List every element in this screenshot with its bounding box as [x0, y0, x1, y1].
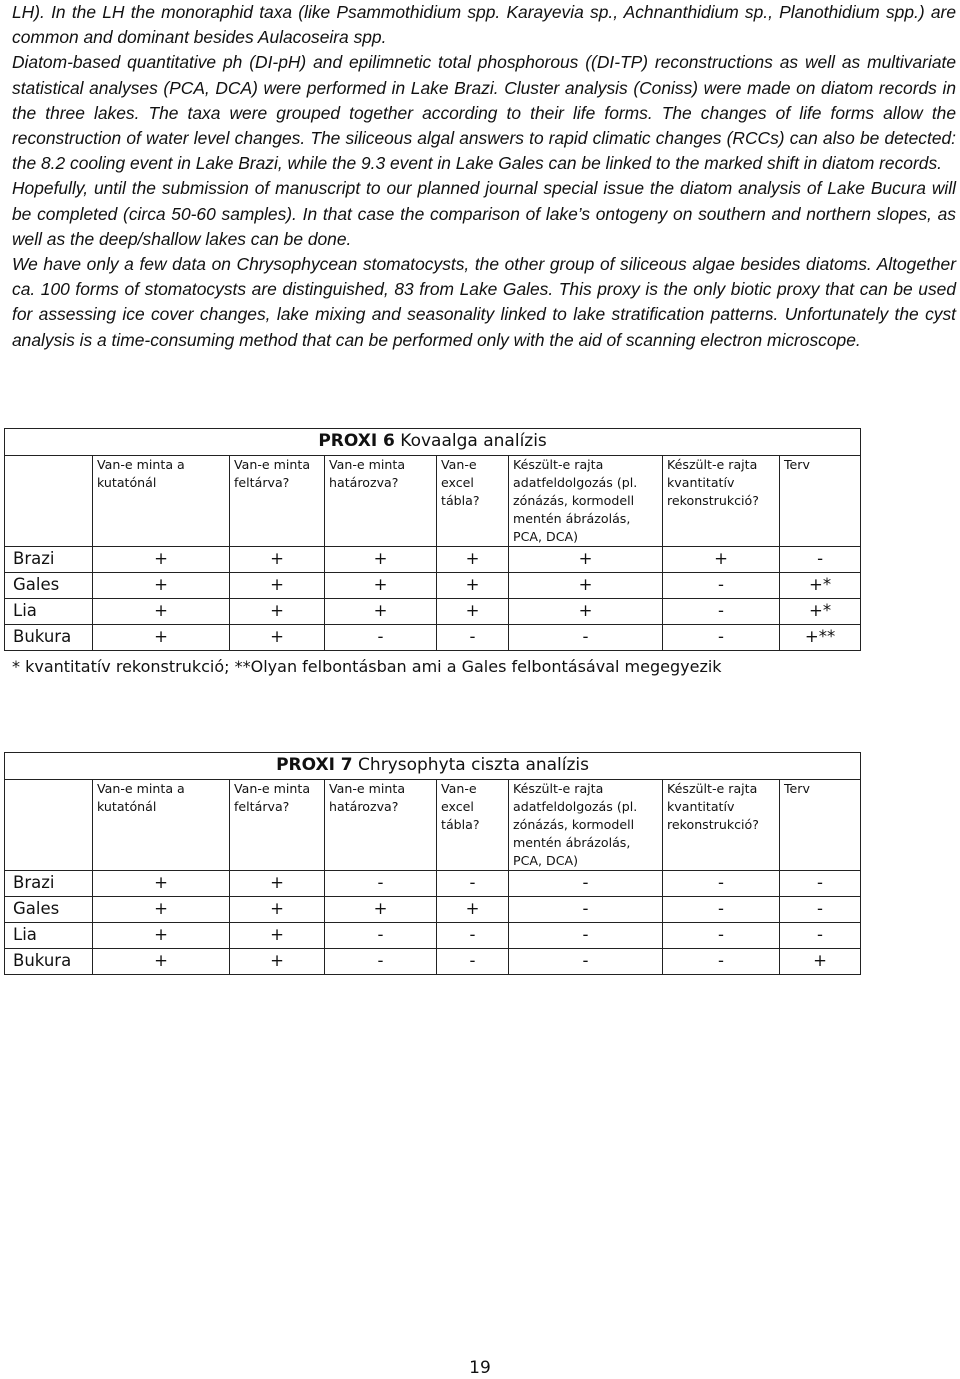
table-cell: +: [230, 897, 325, 923]
table-footnote: * kvantitatív rekonstrukció; **Olyan felbontásban ami a Gales felbontásával megegyezik: [12, 657, 722, 676]
table-cell: +: [325, 897, 437, 923]
table-cell: +: [93, 625, 230, 651]
header-text: Terv: [784, 781, 810, 796]
body-text: [12, 0, 956, 353]
table-cell: +: [325, 547, 437, 573]
table-caption-row: [5, 429, 861, 456]
table-caption: [5, 753, 861, 780]
row-label: Bukura: [5, 625, 93, 651]
table-row: [5, 625, 861, 651]
proxi-label: PROXI 7: [276, 755, 353, 775]
row-label: Brazi: [5, 547, 93, 573]
header-empty: [5, 456, 93, 547]
table-cell: +*: [780, 573, 861, 599]
table-caption: [5, 429, 861, 456]
header-cell: [93, 780, 230, 871]
table-cell: +*: [780, 599, 861, 625]
table-row: [5, 949, 861, 975]
header-cell: [509, 456, 663, 547]
text-line: Diatom-based quantitative ph (DI-pH) and epilimnetic total phosphorous ((DI-TP) reconstructions as well as multivariate statistical analyses (PCA, DCA) were performed in Lake Brazi. Cluster analysis (Coniss) were made on diatom records in the three lakes. The taxa were grouped together according to their life forms. The changes of life forms allow the reconstruction of water level changes. The siliceous algal answers to rapid climatic changes (RCCs) can also be detected: the 8.2 cooling event in Lake Brazi, while the 9.3 event in Lake Gales can be linked to the marked shift in diatom records.: [12, 52, 956, 174]
header-text: Készült-e rajta adatfeldolgozás (pl. zónázás, kormodell mentén ábrázolás, PCA, DCA): [513, 781, 638, 868]
table-cell: -: [780, 897, 861, 923]
table-cell: +: [663, 547, 780, 573]
table-cell: +: [93, 547, 230, 573]
table-cell: +: [230, 547, 325, 573]
paragraph-life-forms: [12, 0, 956, 50]
header-text: Van-e excel tábla?: [441, 781, 480, 832]
header-text: Van-e minta feltárva?: [234, 781, 311, 814]
header-cell: [230, 780, 325, 871]
table-cell: -: [509, 871, 663, 897]
table-cell: -: [325, 625, 437, 651]
table-cell: -: [780, 923, 861, 949]
table-cell: +: [437, 547, 509, 573]
table-cell: -: [663, 897, 780, 923]
row-label: Brazi: [5, 871, 93, 897]
proxi-7-table: [4, 752, 861, 975]
table-cell: -: [437, 949, 509, 975]
header-empty: [5, 780, 93, 871]
table-row: [5, 599, 861, 625]
header-cell: [93, 456, 230, 547]
text-line: Hopefully, until the submission of manuscript to our planned journal special issue the diatom analysis of Lake Bucura will be completed (circa 50-60 samples).: [12, 178, 956, 224]
header-cell: [230, 456, 325, 547]
header-text: Van-e minta határozva?: [329, 781, 406, 814]
text-line: LH). In the LH the monoraphid taxa (like Psammothidium spp. Karayevia sp., Achnanthidium sp., Planothidium spp.) are common and dominant besides Aulacoseira spp.: [12, 2, 956, 48]
header-text: Van-e minta a kutatónál: [97, 781, 185, 814]
table-cell: +**: [780, 625, 861, 651]
table-row: [5, 871, 861, 897]
table-row: [5, 547, 861, 573]
table-row: [5, 573, 861, 599]
header-row: [5, 456, 861, 547]
row-label: Bukura: [5, 949, 93, 975]
row-label: Lia: [5, 599, 93, 625]
table-cell: +: [230, 599, 325, 625]
table-cell: +: [93, 923, 230, 949]
row-label: Lia: [5, 923, 93, 949]
text-line: In that case the comparison of lake’s ontogeny on southern and northern slopes, as well as the deep/shallow lakes can be done.: [12, 203, 956, 249]
table-cell: +: [93, 599, 230, 625]
table-caption-row: [5, 753, 861, 780]
table-row: [5, 897, 861, 923]
header-cell: [437, 456, 509, 547]
table-cell: -: [663, 599, 780, 625]
table-cell: +: [230, 625, 325, 651]
table-row: [5, 923, 861, 949]
table-cell: -: [325, 949, 437, 975]
header-cell: [663, 456, 780, 547]
header-cell: [437, 780, 509, 871]
header-text: Van-e minta a kutatónál: [97, 457, 185, 490]
table-cell: +: [325, 573, 437, 599]
table-cell: -: [509, 625, 663, 651]
table-cell: +: [230, 923, 325, 949]
header-text: Készült-e rajta kvantitatív rekonstrukció?: [667, 457, 759, 508]
table-cell: -: [663, 923, 780, 949]
table-cell: +: [509, 547, 663, 573]
table-cell: -: [663, 871, 780, 897]
table-cell: +: [230, 573, 325, 599]
table-cell: +: [437, 573, 509, 599]
proxi-6-table: [4, 428, 861, 651]
proxi-label: PROXI 6: [318, 431, 395, 451]
proxi-title: Kovaalga analízis: [400, 431, 547, 451]
header-cell: [663, 780, 780, 871]
text-line: We have only a few data on Chrysophycean stomatocysts, the other group of siliceous algae besides diatoms. Altogether ca. 100 forms of stomatocysts are distinguished, 83 from Lake Gales. This proxy is the only biotic proxy that can be used for assessing ice cover changes, lake mixing and seasonality linked to lake stratification patterns. Unfortunately the cyst analysis is a time-consuming method that can be performed only with the aid of scanning electron microscope.: [12, 254, 956, 350]
table-cell: -: [780, 871, 861, 897]
header-text: Készült-e rajta adatfeldolgozás (pl. zónázás, kormodell mentén ábrázolás, PCA, DCA): [513, 457, 638, 544]
header-cell: [325, 780, 437, 871]
row-label: Gales: [5, 573, 93, 599]
table-cell: -: [325, 871, 437, 897]
paragraph-reconstructions: [12, 50, 956, 176]
table-cell: +: [230, 871, 325, 897]
table-cell: +: [780, 949, 861, 975]
header-cell: [780, 456, 861, 547]
header-cell: [509, 780, 663, 871]
table-cell: -: [509, 923, 663, 949]
table-cell: -: [663, 573, 780, 599]
table-cell: -: [663, 625, 780, 651]
table-cell: +: [93, 949, 230, 975]
paragraph-bucura: [12, 176, 956, 252]
table-cell: -: [437, 923, 509, 949]
header-cell: [325, 456, 437, 547]
paragraph-stomatocysts: [12, 252, 956, 353]
proxi-title: Chrysophyta ciszta analízis: [358, 755, 590, 775]
header-text: Van-e minta határozva?: [329, 457, 406, 490]
table-cell: +: [509, 573, 663, 599]
header-text: Készült-e rajta kvantitatív rekonstrukció?: [667, 781, 759, 832]
table-cell: -: [325, 923, 437, 949]
table-cell: +: [93, 871, 230, 897]
table-cell: +: [93, 573, 230, 599]
header-cell: [780, 780, 861, 871]
table-cell: -: [509, 949, 663, 975]
header-text: Van-e minta feltárva?: [234, 457, 311, 490]
table-cell: -: [509, 897, 663, 923]
table-cell: -: [437, 625, 509, 651]
table-cell: -: [437, 871, 509, 897]
header-row: [5, 780, 861, 871]
header-text: Van-e excel tábla?: [441, 457, 480, 508]
table-cell: -: [663, 949, 780, 975]
table-cell: +: [437, 599, 509, 625]
page-number: 19: [469, 1358, 491, 1378]
header-text: Terv: [784, 457, 810, 472]
table-cell: +: [230, 949, 325, 975]
table-cell: +: [93, 897, 230, 923]
table-cell: +: [325, 599, 437, 625]
table-cell: +: [437, 897, 509, 923]
table-cell: -: [780, 547, 861, 573]
row-label: Gales: [5, 897, 93, 923]
table-cell: +: [509, 599, 663, 625]
